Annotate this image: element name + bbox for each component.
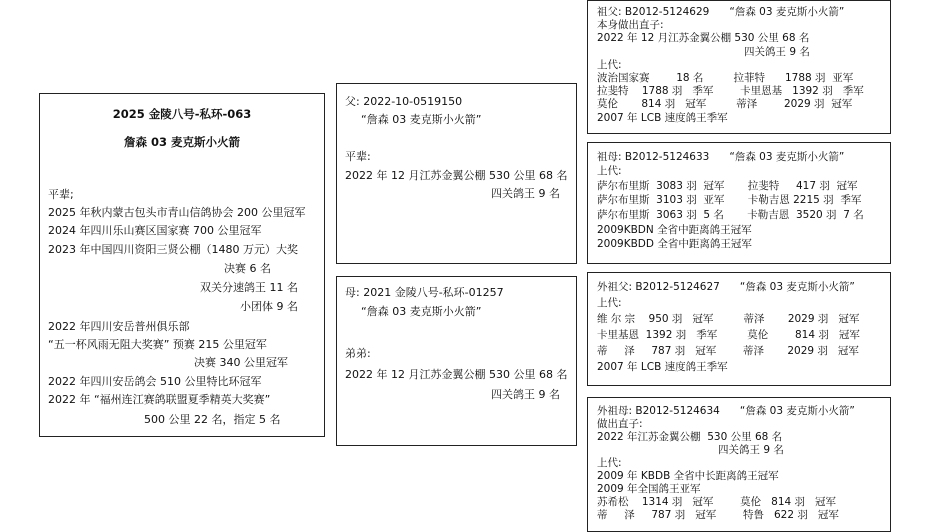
siblings-label: 平辈; bbox=[48, 188, 74, 201]
pedigree-line: 上代: bbox=[597, 297, 622, 309]
pedigree-line: 2009KBDN 全省中距离鸽王冠军 bbox=[597, 224, 752, 236]
pedigree-line: 萨尔布里斯 3103 羽 亚军 卡勒吉恩 2215 羽 季军 bbox=[597, 194, 862, 206]
pedigree-line: 2022 年 12 月江苏金翼公棚 530 公里 68 名 bbox=[597, 32, 810, 44]
grandmother-header: 祖母: B2012-5124633 “詹森 03 麦克斯小火箭” bbox=[597, 151, 845, 163]
pedigree-line: 2007 年 LCB 速度鸽王季军 bbox=[597, 361, 728, 373]
record-line: 2022 年四川安岳鸽会 510 公里特比环冠军 bbox=[48, 375, 262, 388]
record-line: 2022 年 12 月江苏金翼公棚 530 公里 68 名 bbox=[345, 368, 568, 381]
record-line: 小团体 9 名 bbox=[240, 300, 298, 313]
record-line: 四关鸽王 9 名 bbox=[491, 388, 560, 401]
record-line: “五一杯风雨无阻大奖赛” 预赛 215 公里冠军 bbox=[48, 338, 267, 351]
record-line: 2025 年秋内蒙古包头市青山信鸽协会 200 公里冠军 bbox=[48, 206, 306, 219]
father-name: “詹森 03 麦克斯小火箭” bbox=[361, 113, 482, 126]
mother-card bbox=[336, 276, 577, 446]
record-line: 决赛 340 公里冠军 bbox=[194, 356, 288, 369]
record-line: 2022 年 12 月江苏金翼公棚 530 公里 68 名 bbox=[345, 169, 568, 182]
subject-card bbox=[39, 93, 325, 437]
pedigree-line: 维 尔 宗 950 羽 冠军 蒂泽 2029 羽 冠军 bbox=[597, 313, 860, 325]
maternal-grandfather-card bbox=[587, 272, 891, 386]
father-ring: 父: 2022-10-0519150 bbox=[345, 95, 463, 108]
mother-siblings-label: 弟弟: bbox=[345, 347, 371, 360]
pedigree-line: 2009 年 KBDB 全省中长距离鸽王冠军 bbox=[597, 470, 779, 482]
record-line: 决赛 6 名 bbox=[224, 262, 271, 275]
mother-name: “詹森 03 麦克斯小火箭” bbox=[361, 305, 482, 318]
pedigree-line: 蒂 泽 787 羽 冠军 蒂泽 2029 羽 冠军 bbox=[597, 345, 859, 357]
pedigree-line: 波治国家赛 18 名 拉菲特 1788 羽 亚军 bbox=[597, 72, 854, 84]
maternal-grandmother-header: 外祖母: B2012-5124634 “詹森 03 麦克斯小火箭” bbox=[597, 405, 855, 417]
record-line: 四关鸽王 9 名 bbox=[491, 187, 560, 200]
record-line: 2024 年四川乐山赛区国家赛 700 公里冠军 bbox=[48, 224, 262, 237]
record-line: 2022 年 “福州连江赛鸽联盟夏季精英大奖赛” bbox=[48, 393, 271, 406]
pedigree-line: 萨尔布里斯 3083 羽 冠军 拉斐特 417 羽 冠军 bbox=[597, 180, 858, 192]
pedigree-line: 做出直子: bbox=[597, 418, 643, 430]
pedigree-line: 2009KBDD 全省中距离鸽王冠军 bbox=[597, 238, 752, 250]
pedigree-line: 萨尔布里斯 3063 羽 5 名 卡勒吉恩 3520 羽 7 名 bbox=[597, 209, 864, 221]
record-line: 双关分速鸽王 11 名 bbox=[200, 281, 298, 294]
grandfather-header: 祖父: B2012-5124629 “詹森 03 麦克斯小火箭” bbox=[597, 6, 845, 18]
grandfather-card bbox=[587, 0, 891, 134]
father-siblings-label: 平辈: bbox=[345, 150, 371, 163]
pedigree-line: 上代: bbox=[597, 59, 622, 71]
pedigree-line: 2022 年江苏金翼公棚 530 公里 68 名 bbox=[597, 431, 783, 443]
pedigree-line: 四关鸽王 9 名 bbox=[744, 46, 810, 58]
father-card bbox=[336, 83, 577, 264]
pedigree-line: 上代: bbox=[597, 457, 622, 469]
grandmother-card bbox=[587, 142, 891, 264]
pedigree-line: 拉斐特 1788 羽 季军 卡里恩基 1392 羽 季军 bbox=[597, 85, 864, 97]
pedigree-line: 本身做出直子: bbox=[597, 19, 664, 31]
pedigree-line: 卡里基恩 1392 羽 季军 莫伦 814 羽 冠军 bbox=[597, 329, 860, 341]
pedigree-line: 蒂 泽 787 羽 冠军 特鲁 622 羽 冠军 bbox=[597, 509, 839, 521]
subject-ring: 2025 金陵八号-私环-063 bbox=[112, 107, 252, 121]
pedigree-line: 2009 年全国鸽王亚军 bbox=[597, 483, 701, 495]
record-line: 500 公里 22 名，指定 5 名 bbox=[144, 413, 281, 426]
pedigree-line: 上代: bbox=[597, 165, 622, 177]
record-line: 2023 年中国四川资阳三贤公棚（1480 万元）大奖 bbox=[48, 243, 298, 256]
subject-name: 詹森 03 麦克斯小火箭 bbox=[123, 135, 240, 149]
maternal-grandfather-header: 外祖父: B2012-5124627 “詹森 03 麦克斯小火箭” bbox=[597, 281, 855, 293]
record-line: 2022 年四川安岳普州俱乐部 bbox=[48, 320, 190, 333]
pedigree-line: 苏希松 1314 羽 冠军 莫伦 814 羽 冠军 bbox=[597, 496, 837, 508]
maternal-grandmother-card bbox=[587, 397, 891, 532]
pedigree-line: 2007 年 LCB 速度鸽王季军 bbox=[597, 112, 728, 124]
pedigree-line: 四关鸽王 9 名 bbox=[718, 444, 784, 456]
pedigree-line: 莫伦 814 羽 冠军 蒂泽 2029 羽 冠军 bbox=[597, 98, 853, 110]
mother-ring: 母: 2021 金陵八号-私环-01257 bbox=[345, 286, 504, 299]
